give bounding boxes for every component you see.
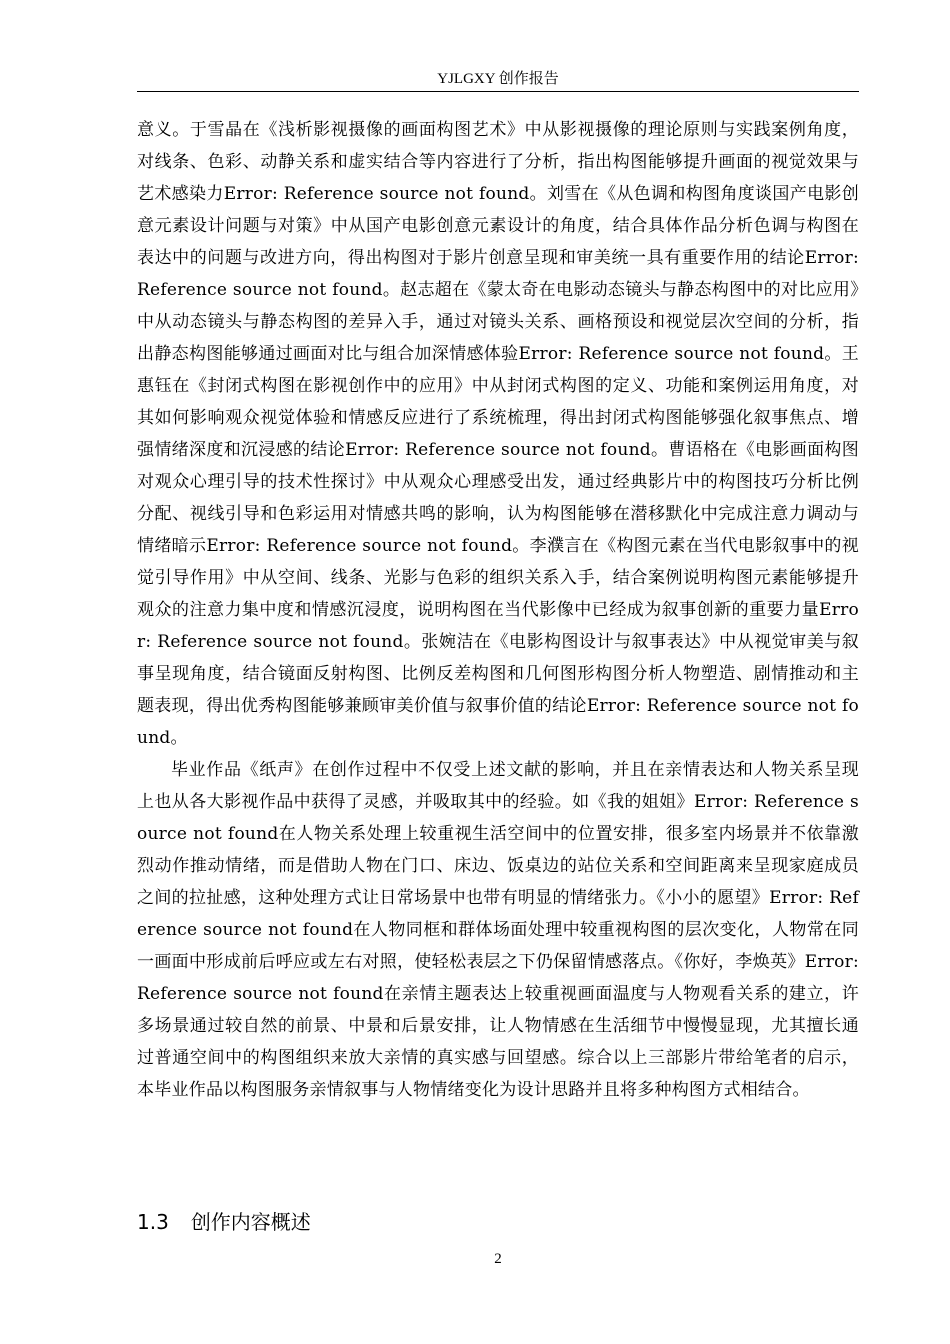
paragraph-film-inspiration: 毕业作品《纸声》在创作过程中不仅受上述文献的影响，并且在亲情表达和人物关系呈现上也从各大影视作品中获得了灵感，并吸取其中的经验。如《我的姐姐》Error: Reference source not found在人物关系处理上较重视生活空间中的位置安排，很多室内场景并不依靠激烈动作推动情绪，而是借助人物在门口、床边、饭桌边的站位关系和空间距离来呈现家庭成员之间的拉扯感，这种处理方式让日常场景中也带有明显的情绪张力。《小小的愿望》Error: Reference source not found在人物同框和群体场面处理中较重视构图的层次变化，人物常在同一画面中形成前后呼应或左右对照，使轻松表层之下仍保留情感落点。《你好，李焕英》Error: Reference source not found在亲情主题表达上较重视画面温度与人物观看关系的建立，许多场景通过较自然的前景、中景和后景安排，让人物情感在生活细节中慢慢显现，尤其擅长通过普通空间中的构图组织来放大亲情的真实感与回望感。综合以上三部影片带给笔者的启示，本毕业作品以构图服务亲情叙事与人物情绪变化为设计思路并且将多种构图方式相结合。 (137, 760, 859, 1100)
paragraph-literature-review: 意义。于雪晶在《浅析影视摄像的画面构图艺术》中从影视摄像的理论原则与实践案例角度，对线条、色彩、动静关系和虚实结合等内容进行了分析，指出构图能够提升画面的视觉效果与艺术感染力Error: Reference source not found。刘雪在《从色调和构图角度谈国产电影创意元素设计问题与对策》中从国产电影创意元素设计的角度，结合具体作品分析色调与构图在表达中的问题与改进方向，得出构图对于影片创意呈现和审美统一具有重要作用的结论Error: Reference source not found。赵志超在《蒙太奇在电影动态镜头与静态构图中的对比应用》中从动态镜头与静态构图的差异入手，通过对镜头关系、画格预设和视觉层次空间的分析，指出静态构图能够通过画面对比与组合加深情感体验Error: Reference source not found。王惠钰在《封闭式构图在影视创作中的应用》中从封闭式构图的定义、功能和案例运用角度，对其如何影响观众视觉体验和情感反应进行了系统梳理，得出封闭式构图能够强化叙事焦点、增强情绪深度和沉浸感的结论Error: Reference source not found。曹语格在《电影画面构图对观众心理引导的技术性探讨》中从观众心理感受出发，通过经典影片中的构图技巧分析比例分配、视线引导和色彩运用对情感共鸣的影响，认为构图能够在潜移默化中完成注意力调动与情绪暗示Error: Reference source not found。李濮言在《构图元素在当代电影叙事中的视觉引导作用》中从空间、线条、光影与色彩的组织关系入手，结合案例说明构图元素能够提升观众的注意力集中度和情感沉浸度，说明构图在当代影像中已经成为叙事创新的重要力量Error: Reference source not found。张婉洁在《电影构图设计与叙事表达》中从视觉审美与叙事呈现角度，结合镜面反射构图、比例反差构图和几何图形构图分析人物塑造、剧情推动和主题表现，得出优秀构图能够兼顾审美价值与叙事价值的结论Error: Reference source not found。 (137, 120, 859, 748)
section-title: 创作内容概述 (190, 1210, 311, 1234)
body-text (137, 114, 859, 1106)
running-header: YJLGXY 创作报告 (437, 71, 559, 87)
header-rule (137, 91, 859, 92)
section-heading (137, 1206, 859, 1238)
section-number: 1.3 (137, 1210, 169, 1234)
page-number: 2 (494, 1251, 502, 1267)
